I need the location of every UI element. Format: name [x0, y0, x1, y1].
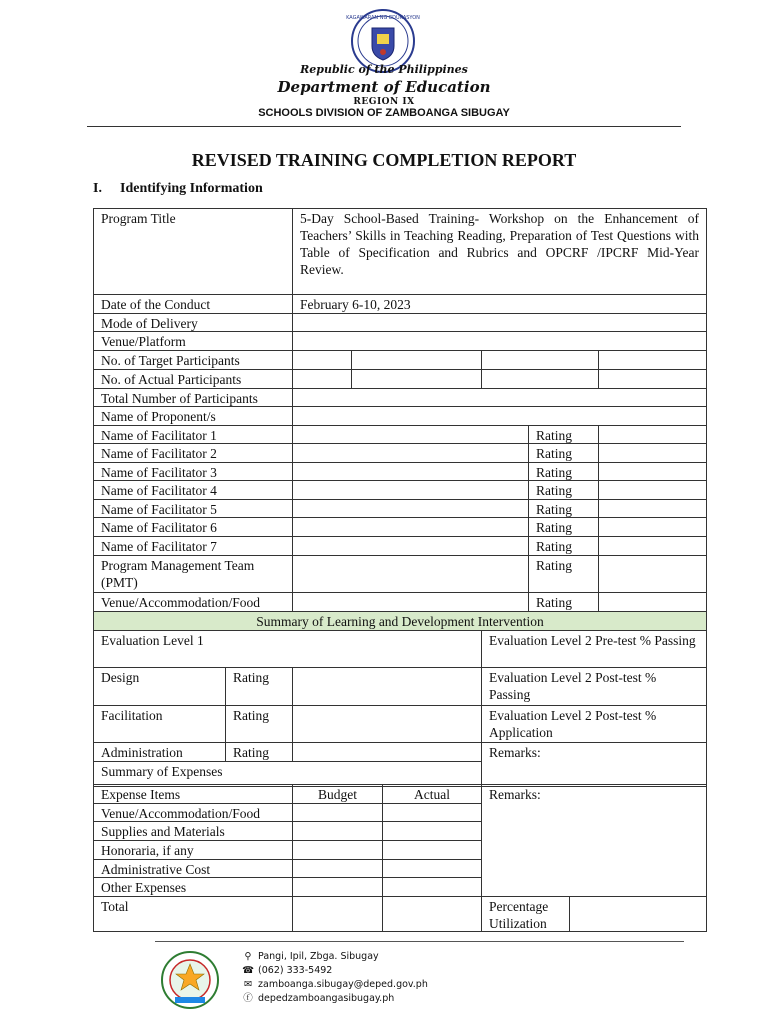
summary-header: Summary of Learning and Development Intervention: [93, 611, 707, 631]
rating-label: Rating: [528, 555, 599, 593]
rating-value[interactable]: [598, 592, 707, 612]
rating-value[interactable]: [598, 480, 707, 500]
rating-value[interactable]: [598, 517, 707, 537]
phone-icon: ☎: [242, 965, 254, 976]
rating-value[interactable]: [598, 462, 707, 481]
rating-value[interactable]: [598, 555, 707, 593]
expense-remarks[interactable]: Remarks:: [481, 784, 707, 897]
expense-row-label: Administrative Cost: [93, 859, 293, 878]
rating-value[interactable]: [598, 425, 707, 444]
svg-text:KAGAWARAN NG EDUKASYON: KAGAWARAN NG EDUKASYON: [346, 15, 420, 21]
facilitator-label: Name of Facilitator 3: [93, 462, 293, 481]
rating-label: Rating: [528, 536, 599, 556]
administration-rating-value[interactable]: [292, 742, 482, 762]
total-actual-cell[interactable]: [382, 896, 482, 932]
facilitation-label: Facilitation: [93, 705, 226, 743]
facilitation-rating-value[interactable]: [292, 705, 482, 743]
facilitator-label: Name of Facilitator 5: [93, 499, 293, 518]
proponent-value[interactable]: [292, 406, 707, 426]
administration-label: Administration: [93, 742, 226, 762]
actual-cell-1[interactable]: [292, 369, 352, 389]
expense-actual-cell[interactable]: [382, 859, 482, 878]
facilitator-label: Name of Facilitator 7: [93, 536, 293, 556]
expense-actual-cell[interactable]: [382, 840, 482, 860]
rating-value[interactable]: [598, 536, 707, 556]
vaf-label: Venue/Accommodation/Food: [93, 592, 293, 612]
section-title: Identifying Information: [120, 181, 263, 196]
facilitator-label: Name of Facilitator 6: [93, 517, 293, 537]
expense-actual-cell[interactable]: [382, 821, 482, 841]
facilitator-name[interactable]: [292, 517, 529, 537]
expense-budget-cell[interactable]: [292, 877, 383, 897]
location-pin-icon: ⚲: [244, 951, 252, 962]
expense-budget-cell[interactable]: [292, 859, 383, 878]
expense-row-label: Other Expenses: [93, 877, 293, 897]
footer-address: [241, 950, 379, 964]
expense-row-label: Venue/Accommodation/Food: [93, 803, 293, 822]
expense-budget-cell[interactable]: [292, 840, 383, 860]
proponent-label: Name of Proponent/s: [93, 406, 293, 426]
envelope-icon: ✉: [244, 979, 252, 990]
date-value[interactable]: February 6-10, 2023: [292, 294, 707, 314]
design-label: Design: [93, 667, 226, 706]
address-text: Pangi, Ipil, Zbga. Sibugay: [258, 951, 379, 962]
rating-label: Rating: [528, 499, 599, 518]
actual-cell-2[interactable]: [351, 369, 482, 389]
facebook-text[interactable]: depedzamboangasibugay.ph: [258, 993, 395, 1004]
republic-line: Republic of the Philippines: [300, 63, 468, 76]
section-number: I.: [93, 181, 102, 196]
rating-label: Rating: [528, 480, 599, 500]
expense-actual-cell[interactable]: [382, 803, 482, 822]
footer-phone: [241, 964, 332, 978]
footer-divider: [155, 941, 684, 942]
target-cell-4[interactable]: [598, 350, 707, 370]
rating-label: Rating: [528, 443, 599, 463]
facilitator-name[interactable]: [292, 499, 529, 518]
rating-value[interactable]: [598, 499, 707, 518]
facilitator-name[interactable]: [292, 480, 529, 500]
percentage-utilization-label: Percentage Utilization: [481, 896, 570, 932]
facilitator-label: Name of Facilitator 4: [93, 480, 293, 500]
rating-label: Rating: [225, 667, 293, 706]
target-cell-3[interactable]: [481, 350, 599, 370]
program-title-value[interactable]: 5-Day School-Based Training- Workshop on the Enhancement of Teachers’ Skills in Teaching Reading, Preparation of Test Questions with Table of Specification and Rubrics and OPCRF /IPCRF Mid-Year Review.: [292, 208, 707, 295]
venue-label: Venue/Platform: [93, 331, 293, 351]
target-participants-label: No. of Target Participants: [93, 350, 293, 370]
total-participants-label: Total Number of Participants: [93, 388, 293, 407]
facebook-icon: ⓕ: [243, 993, 253, 1004]
program-title-label: Program Title: [93, 208, 293, 295]
expense-row-label: Supplies and Materials: [93, 821, 293, 841]
facilitator-label: Name of Facilitator 1: [93, 425, 293, 444]
footer-email: [241, 978, 428, 992]
pmt-value[interactable]: [292, 555, 529, 593]
rating-label: Rating: [528, 592, 599, 612]
email-text[interactable]: zamboanga.sibugay@deped.gov.ph: [258, 979, 428, 990]
total-budget-cell[interactable]: [292, 896, 383, 932]
total-participants-value[interactable]: [292, 388, 707, 407]
percentage-utilization-value[interactable]: [569, 896, 707, 932]
actual-cell-4[interactable]: [598, 369, 707, 389]
expense-budget-cell[interactable]: [292, 821, 383, 841]
mode-label: Mode of Delivery: [93, 313, 293, 332]
footer-facebook: [241, 992, 394, 1006]
total-row-label: Total: [93, 896, 293, 932]
expense-budget-cell[interactable]: [292, 803, 383, 822]
budget-header: Budget: [292, 784, 383, 804]
department-name: Department of Education: [277, 78, 491, 96]
actual-header: Actual: [382, 784, 482, 804]
eval2-pretest-label: Evaluation Level 2 Pre-test % Passing: [481, 630, 707, 668]
remarks-label[interactable]: Remarks:: [481, 742, 707, 787]
header-divider: [87, 126, 681, 127]
facilitator-name[interactable]: [292, 425, 529, 444]
eval1-label: Evaluation Level 1: [93, 630, 482, 668]
section-heading: [93, 181, 263, 197]
expense-actual-cell[interactable]: [382, 877, 482, 897]
report-title: REVISED TRAINING COMPLETION REPORT: [191, 150, 577, 170]
division-seal-logo: [155, 950, 225, 1010]
rating-label: Rating: [225, 705, 293, 743]
rating-label: Rating: [528, 462, 599, 481]
facilitator-name[interactable]: [292, 462, 529, 481]
training-report-table: [93, 208, 707, 932]
mode-value[interactable]: [292, 313, 707, 332]
actual-participants-label: No. of Actual Participants: [93, 369, 293, 389]
facilitator-label: Name of Facilitator 2: [93, 443, 293, 463]
target-cell-2[interactable]: [351, 350, 482, 370]
summary-expenses-label: Summary of Expenses: [93, 761, 482, 787]
region-line: REGION IX: [353, 97, 415, 107]
eval2-posttest-passing-label: Evaluation Level 2 Post-test % Passing: [481, 667, 707, 706]
rating-value[interactable]: [598, 443, 707, 463]
vaf-value[interactable]: [292, 592, 529, 612]
expense-row-label: Honoraria, if any: [93, 840, 293, 860]
rating-label: Rating: [225, 742, 293, 762]
pmt-label: Program Management Team (PMT): [93, 555, 293, 593]
facilitator-name[interactable]: [292, 443, 529, 463]
expense-items-header: Expense Items: [93, 784, 293, 804]
rating-label: Rating: [528, 425, 599, 444]
division-line: SCHOOLS DIVISION OF ZAMBOANGA SIBUGAY: [258, 107, 510, 119]
rating-label: Rating: [528, 517, 599, 537]
facilitator-name[interactable]: [292, 536, 529, 556]
design-rating-value[interactable]: [292, 667, 482, 706]
target-cell-1[interactable]: [292, 350, 352, 370]
phone-text: (062) 333-5492: [258, 965, 333, 976]
date-label: Date of the Conduct: [93, 294, 293, 314]
venue-value[interactable]: [292, 331, 707, 351]
eval2-posttest-application-label: Evaluation Level 2 Post-test % Application: [481, 705, 707, 743]
actual-cell-3[interactable]: [481, 369, 599, 389]
